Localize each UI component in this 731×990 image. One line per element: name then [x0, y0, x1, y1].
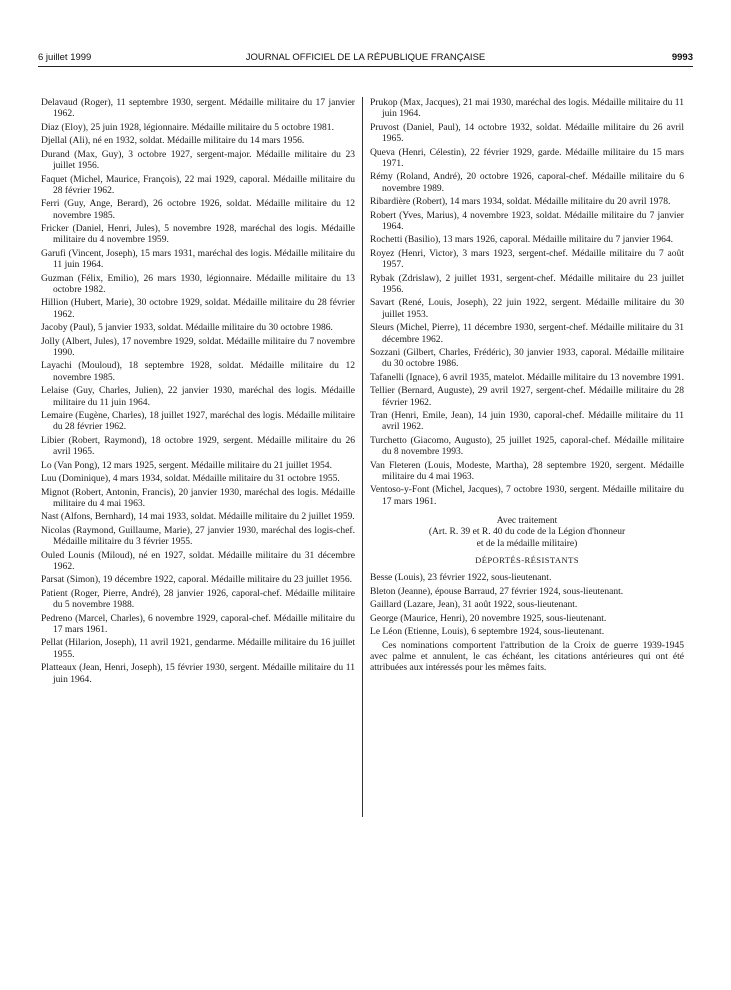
list-item: Durand (Max, Guy), 3 octobre 1927, sergent-major. Médaille militaire du 23 juillet 1956.	[41, 148, 355, 172]
section-subtitle-line1: (Art. R. 39 et R. 40 du code de la Légion d'honneur	[428, 526, 626, 538]
section-title: Avec traitement	[496, 514, 558, 526]
header-journal-title: JOURNAL OFFICIEL DE LA RÉPUBLIQUE FRANÇAISE	[245, 52, 486, 63]
list-item: Rochetti (Basilio), 13 mars 1926, caporal. Médaille militaire du 7 janvier 1964.	[370, 234, 674, 246]
right-column	[370, 97, 684, 676]
header-rule	[38, 66, 693, 67]
list-item: Libier (Robert, Raymond), 18 octobre 1929, sergent. Médaille militaire du 26 avril 1965.	[41, 434, 355, 458]
list-item: Luu (Dominique), 4 mars 1934, soldat. Médaille militaire du 31 octobre 1955.	[41, 473, 340, 485]
section-subheading: DÉPORTÉS-RÉSISTANTS	[475, 554, 579, 565]
list-item: Rybak (Zdrislaw), 2 juillet 1931, sergent-chef. Médaille militaire du 23 juillet 1956.	[370, 272, 684, 295]
list-item: Fricker (Daniel, Henri, Jules), 5 novembre 1928, maréchal des logis. Médaille militaire du 4 novembre 1959.	[41, 223, 355, 246]
list-item: Pellat (Hilarion, Joseph), 11 avril 1921, gendarme. Médaille militaire du 16 juillet 1955.	[41, 637, 355, 660]
list-item: Tran (Henri, Emile, Jean), 14 juin 1930, caporal-chef. Médaille militaire du 11 avril 1962.	[370, 410, 684, 433]
list-item: Van Fleteren (Louis, Modeste, Martha), 28 septembre 1920, sergent. Médaille militaire du 4 mai 1963.	[370, 459, 684, 482]
section-heading	[370, 515, 684, 549]
list-item: Platteaux (Jean, Henri, Joseph), 15 février 1930, sergent. Médaille militaire du 11 juin 1964.	[41, 662, 355, 685]
closing-paragraph: Ces nominations comportent l'attribution de la Croix de guerre 1939-1945 avec palme et annulent, le cas échéant, les citations antérieures qui ont été attribuées aux intéressés pour les mêmes faits.	[370, 639, 684, 674]
list-item: Faquet (Michel, Maurice, François), 22 mai 1929, caporal. Médaille militaire du 28 février 1962.	[41, 173, 355, 196]
list-item: Parsat (Simon), 19 décembre 1922, caporal. Médaille militaire du 23 juillet 1956.	[41, 574, 352, 586]
header-page-number: 9993	[671, 52, 693, 63]
list-item: Delavaud (Roger), 11 septembre 1930, sergent. Médaille militaire du 17 janvier 1962.	[41, 97, 355, 120]
list-item: Lelaise (Guy, Charles, Julien), 22 janvier 1930, maréchal des logis. Médaille militaire du 11 juin 1964.	[41, 385, 355, 408]
list-item: Patient (Roger, Pierre, André), 28 janvier 1926, caporal-chef. Médaille militaire du 5 novembre 1988.	[41, 587, 355, 611]
list-item: Garufi (Vincent, Joseph), 15 mars 1931, maréchal des logis. Médaille militaire du 11 juin 1964.	[41, 247, 355, 271]
list-item: Besse (Louis), 23 février 1922, sous-lieutenant.	[370, 572, 552, 584]
list-item: Guzman (Félix, Emilio), 26 mars 1930, légionnaire. Médaille militaire du 13 octobre 1982.	[41, 272, 355, 295]
list-item: Pedreno (Marcel, Charles), 6 novembre 1929, caporal-chef. Médaille militaire du 17 mars 1961.	[41, 612, 355, 635]
list-item: Mignot (Robert, Antonin, Francis), 20 janvier 1930, maréchal des logis. Médaille militaire du 4 mai 1963.	[41, 486, 355, 509]
left-column	[41, 97, 355, 687]
list-item: Ribardière (Robert), 14 mars 1934, soldat. Médaille militaire du 20 avril 1978.	[370, 196, 671, 208]
list-item: Savart (René, Louis, Joseph), 22 juin 1922, sergent. Médaille militaire du 30 juillet 1953.	[370, 297, 684, 320]
list-item: Nast (Alfons, Bernhard), 14 mai 1933, soldat. Médaille militaire du 2 juillet 1959.	[41, 511, 355, 523]
list-item: Gaillard (Lazare, Jean), 31 août 1922, sous-lieutenant.	[370, 599, 578, 611]
list-item: Turchetto (Giacomo, Augusto), 25 juillet 1925, caporal-chef. Médaille militaire du 8 novembre 1993.	[370, 434, 684, 458]
list-item: Le Léon (Etienne, Louis), 6 septembre 1924, sous-lieutenant.	[370, 626, 605, 638]
list-item: Lemaire (Eugène, Charles), 18 juillet 1927, maréchal des logis. Médaille militaire du 28 février 1962.	[41, 410, 355, 433]
list-item: George (Maurice, Henri), 20 novembre 1925, sous-lieutenant.	[370, 612, 607, 624]
list-item: Robert (Yves, Marius), 4 novembre 1923, soldat. Médaille militaire du 7 janvier 1964.	[370, 209, 684, 232]
list-item: Hillion (Hubert, Marie), 30 octobre 1929, soldat. Médaille militaire du 28 février 1962.	[41, 297, 355, 320]
section-entries	[370, 572, 684, 637]
right-column-entries	[370, 97, 684, 507]
list-item: Tellier (Bernard, Auguste), 29 avril 1927, sergent-chef. Médaille militaire du 28 février 1962.	[370, 385, 684, 408]
list-item: Prukop (Max, Jacques), 21 mai 1930, maréchal des logis. Médaille militaire du 11 juin 1964.	[370, 97, 684, 120]
list-item: Ventoso-y-Font (Michel, Jacques), 7 octobre 1930, sergent. Médaille militaire du 17 mars 1961.	[370, 484, 684, 507]
list-item: Pruvost (Daniel, Paul), 14 octobre 1932, soldat. Médaille militaire du 26 avril 1965.	[370, 121, 684, 145]
list-item: Sozzani (Gilbert, Charles, Frédéric), 30 janvier 1933, caporal. Médaille militaire du 30 octobre 1986.	[370, 347, 684, 370]
list-item: Lo (Van Pong), 12 mars 1925, sergent. Médaille militaire du 21 juillet 1954.	[41, 459, 332, 471]
section-subtitle-line2: et de la médaille militaire)	[476, 537, 578, 549]
column-divider	[362, 97, 363, 817]
list-item: Jolly (Albert, Jules), 17 novembre 1929, soldat. Médaille militaire du 7 novembre 1990.	[41, 335, 355, 358]
list-item: Nicolas (Raymond, Guillaume, Marie), 27 janvier 1930, maréchal des logis-chef. Médaille militaire du 3 février 1955.	[41, 524, 355, 548]
list-item: Royez (Henri, Victor), 3 mars 1923, sergent-chef. Médaille militaire du 7 août 1957.	[370, 247, 684, 271]
list-item: Queva (Henri, Célestin), 22 février 1929, garde. Médaille militaire du 15 mars 1971.	[370, 146, 684, 169]
list-item: Ferri (Guy, Ange, Berard), 26 octobre 1926, soldat. Médaille militaire du 12 novembre 1985.	[41, 198, 355, 221]
list-item: Jacoby (Paul), 5 janvier 1933, soldat. Médaille militaire du 30 octobre 1986.	[41, 322, 333, 334]
list-item: Diaz (Eloy), 25 juin 1928, légionnaire. Médaille militaire du 5 octobre 1981.	[41, 121, 334, 133]
list-item: Sleurs (Michel, Pierre), 11 décembre 1930, sergent-chef. Médaille militaire du 31 décembre 1962.	[370, 322, 684, 345]
header-date: 6 juillet 1999	[38, 52, 92, 63]
list-item: Rémy (Roland, André), 20 octobre 1926, caporal-chef. Médaille militaire du 6 novembre 1989.	[370, 171, 684, 194]
list-item: Tafanelli (Ignace), 6 avril 1935, matelot. Médaille militaire du 13 novembre 1991.	[370, 371, 685, 383]
list-item: Ouled Lounis (Miloud), né en 1927, soldat. Médaille militaire du 31 décembre 1962.	[41, 549, 355, 572]
list-item: Bleton (Jeanne), épouse Barraud, 27 février 1924, sous-lieutenant.	[370, 585, 624, 597]
list-item: Layachi (Mouloud), 18 septembre 1928, soldat. Médaille militaire du 12 novembre 1985.	[41, 360, 355, 383]
list-item: Djellal (Ali), né en 1932, soldat. Médaille militaire du 14 mars 1956.	[41, 135, 305, 147]
